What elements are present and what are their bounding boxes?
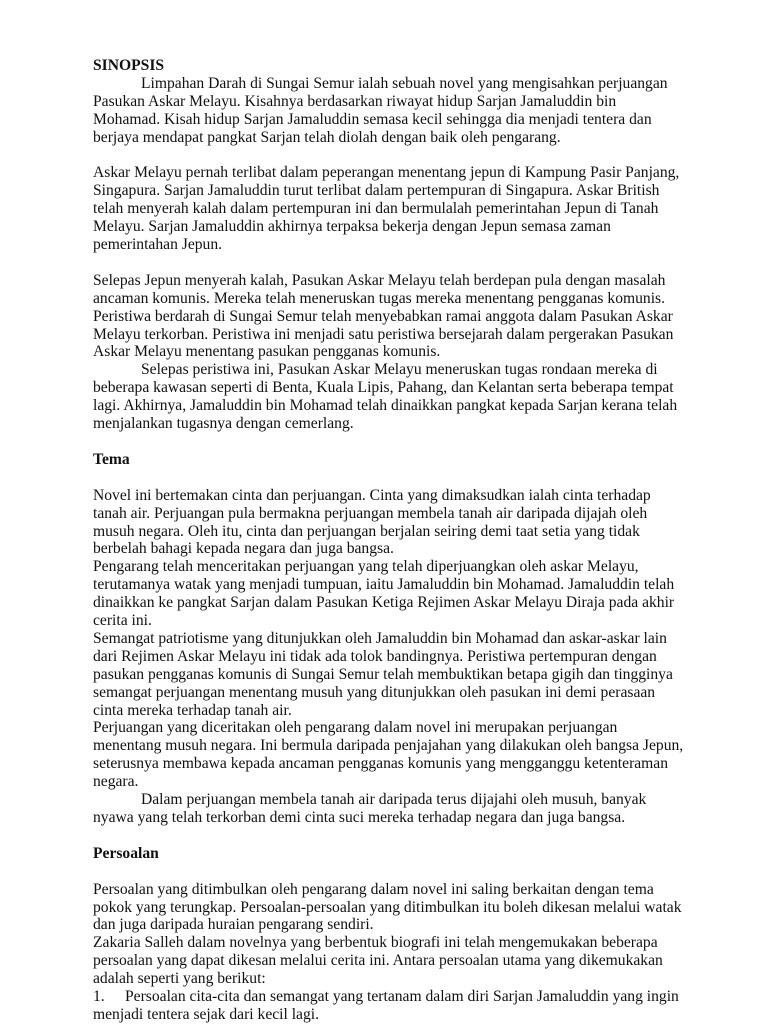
tema-paragraph-4: Perjuangan yang diceritakan oleh pengarang dalam novel ini merupakan perjuangan menentang musuh negara. Ini bermula daripada penjajahan yang dilakukan oleh bangsa Jepun, seterusnya membawa kepada ancaman pengganas komunis yang mengganggu ketenteraman negara. <box>93 719 684 791</box>
persoalan-heading: Persoalan <box>93 844 159 862</box>
tema-paragraph-2: Pengarang telah menceritakan perjuangan yang telah diperjuangkan oleh askar Melayu, terutamanya watak yang menjadi tumpuan, iaitu Jamaluddin bin Mohamad. Jamaluddin telah dinaikkan ke pangkat Sarjan dalam Pasukan Ketiga Rejimen Askar Melayu Diraja pada akhir cerita ini. <box>93 558 675 630</box>
spacer <box>93 469 685 487</box>
list-item-number: 1. <box>93 988 105 1006</box>
persoalan-paragraph-1: Persoalan yang ditimbulkan oleh pengarang dalam novel ini saling berkaitan dengan tema pokok yang terungkap. Persoalan-persoalan yang ditimbulkan itu boleh dikesan melalui watak dan juga daripada huraian pengarang sendiri. <box>93 880 682 934</box>
sinopsis-paragraph-2: Askar Melayu pernah terlibat dalam peperangan menentang jepun di Kampung Pasir Panjang, Singapura. Sarjan Jamaluddin turut terlibat dalam pertempuran di Singapura. Askar British telah menyerah kalah dalam pertempuran ini dan bermulalah pemerintahan Jepun di Tanah Melayu. Sarjan Jamaluddin akhirnya terpaksa bekerja dengan Jepun semasa zaman pemerintahan Jepun. <box>93 164 680 254</box>
list-item-text: Persoalan cita-cita dan semangat yang tertanam dalam diri Sarjan Jamaluddin yang ingin menjadi tentera sejak dari kecil lagi. <box>93 988 679 1023</box>
spacer <box>93 863 685 881</box>
sinopsis-paragraph-4: Selepas peristiwa ini, Pasukan Askar Melayu meneruskan tugas rondaan mereka di beberapa kawasan seperti di Benta, Kuala Lipis, Pahang, dan Kelantan serta beberapa tempat lagi. Akhirnya, Jamaluddin bin Mohamad telah dinaikkan pangkat kepada Sarjan kerana telah menjalankan tugasnya dengan cemerlang. <box>93 361 678 433</box>
tema-paragraph-1: Novel ini bertemakan cinta dan perjuangan. Cinta yang dimaksudkan ialah cinta terhadap tanah air. Perjuangan pula bermakna perjuangan membela tanah air daripada dijajah oleh musuh negara. Oleh itu, cinta dan perjuangan berjalan seiring demi taat setia yang tidak berbelah bahagi kepada negara dan juga bangsa. <box>93 486 651 558</box>
tema-paragraph-5: Dalam perjuangan membela tanah air daripada terus dijajahi oleh musuh, banyak nyawa yang telah terkorban demi cinta suci mereka terhadap negara dan juga bangsa. <box>93 791 647 826</box>
list-item <box>93 988 685 1024</box>
spacer <box>93 827 685 845</box>
sinopsis-paragraph-1: Limpahan Darah di Sungai Semur ialah sebuah novel yang mengisahkan perjuangan Pasukan Askar Melayu. Kisahnya berdasarkan riwayat hidup Sarjan Jamaluddin bin Mohamad. Kisah hidup Sarjan Jamaluddin semasa kecil sehingga dia menjadi tentera dan berjaya mendapat pangkat Sarjan telah diolah dengan baik oleh pengarang. <box>93 74 668 146</box>
sinopsis-paragraph-3: Selepas Jepun menyerah kalah, Pasukan Askar Melayu telah berdepan pula dengan masalah ancaman komunis. Mereka telah meneruskan tugas mereka menentang pengganas komunis. Peristiwa berdarah di Sungai Semur telah menyebabkan ramai anggota dalam Pasukan Askar Melayu terkorban. Peristiwa ini menjadi satu peristiwa bersejarah dalam pergerakan Pasukan Askar Melayu menentang pasukan pengganas komunis. <box>93 271 674 361</box>
spacer <box>93 147 685 165</box>
document-body <box>93 57 685 1024</box>
spacer <box>93 254 685 272</box>
tema-heading: Tema <box>93 450 130 468</box>
persoalan-paragraph-2: Zakaria Salleh dalam novelnya yang berbentuk biografi ini telah mengemukakan beberapa persoalan yang dapat dikesan melalui cerita ini. Antara persoalan utama yang dikemukakan adalah seperti yang berikut: <box>93 934 663 988</box>
tema-paragraph-3: Semangat patriotisme yang ditunjukkan oleh Jamaluddin bin Mohamad dan askar-askar lain dari Rejimen Askar Melayu ini tidak ada tolok bandingnya. Peristiwa pertempuran dengan pasukan pengganas komunis di Sungai Semur telah membuktikan betapa gigih dan tingginya semangat perjuangan menentang musuh yang ditunjukkan oleh pasukan ini demi perasaan cinta mereka terhadap tanah air. <box>93 629 673 719</box>
sinopsis-heading: SINOPSIS <box>93 57 165 74</box>
spacer <box>93 433 685 451</box>
